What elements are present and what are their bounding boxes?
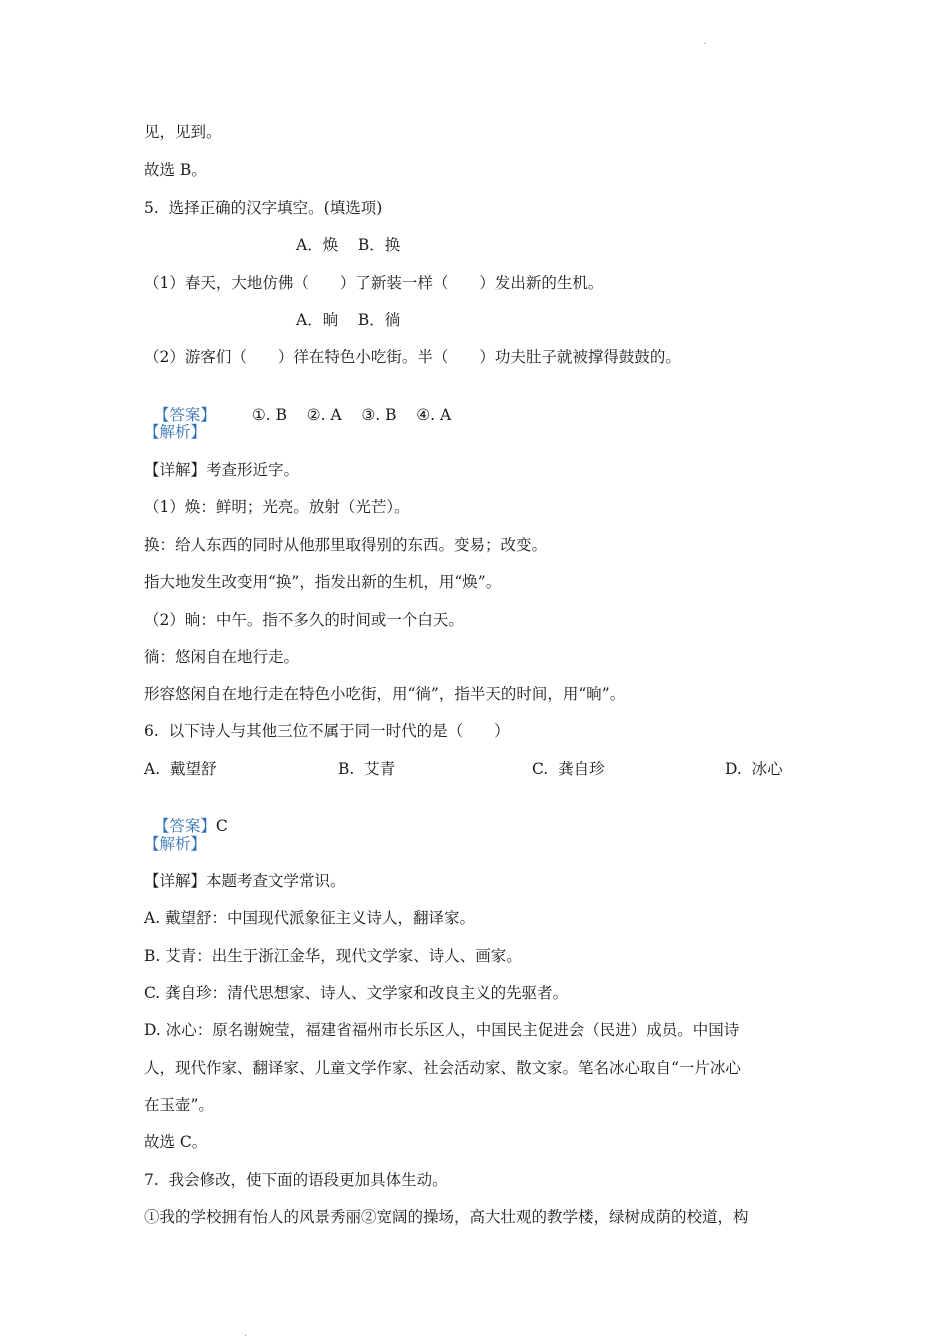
detail-line: 【详解】考查形近字。 xyxy=(144,461,300,479)
top-dot: . xyxy=(703,36,707,47)
choice-c: C. 龚自珍 xyxy=(532,760,605,778)
detail-line: 故选 C。 xyxy=(144,1133,208,1151)
detail-line: D. 冰心：原名谢婉莹，福建省福州市长乐区人，中国民主促进会（民进）成员。中国诗 xyxy=(144,1021,740,1039)
analysis-tag: 【解析】 xyxy=(144,423,207,441)
detail-line: 换：给人东西的同时从他那里取得别的东西。变易；改变。 xyxy=(144,536,548,554)
answer-tag: 【答案】 xyxy=(153,406,216,424)
choice-b: B. 艾青 xyxy=(338,760,396,778)
detail-line: 指大地发生改变用“换”，指发出新的生机，用“焕”。 xyxy=(144,573,502,591)
answer-value: ①. B ②. A ③. B ④. A xyxy=(251,406,452,424)
detail-line: B. 艾青：出生于浙江金华，现代文学家、诗人、画家。 xyxy=(144,947,522,965)
detail-line: 形容悠闲自在地行走在特色小吃街，用“徜”，指半天的时间，用“晌”。 xyxy=(144,685,626,703)
bottom-dot: . xyxy=(244,1328,248,1339)
detail-line: （1）焕：鲜明；光亮。放射（光芒）。 xyxy=(144,498,410,516)
question-5-options-2: A．晌 B．徜 xyxy=(296,311,401,329)
answer-row xyxy=(144,385,451,425)
answer-value: C xyxy=(215,817,228,835)
answer-tag: 【答案】 xyxy=(153,817,216,835)
detail-line: C. 龚自珍：清代思想家、诗人、文学家和改良主义的先驱者。 xyxy=(144,984,569,1002)
detail-line: 徜：悠闲自在地行走。 xyxy=(144,648,300,666)
detail-line: 人，现代作家、翻译家、儿童文学作家、社会活动家、散文家。笔名冰心取自“一片冰心 xyxy=(144,1059,741,1077)
question-5-options-1: A．焕 B．换 xyxy=(296,236,401,254)
text-line: 见，见到。 xyxy=(144,123,222,141)
question-7-sentence: ①我的学校拥有怡人的风景秀丽②宽阔的操场，高大壮观的教学楼，绿树成荫的校道，构 xyxy=(144,1208,749,1226)
answer-row xyxy=(144,796,228,836)
choice-d: D. 冰心 xyxy=(725,760,783,778)
analysis-tag: 【解析】 xyxy=(144,835,207,853)
detail-line: 在玉壶”。 xyxy=(144,1096,214,1114)
question-5-sentence-1: （1）春天，大地仿佛（ ）了新装一样（ ）发出新的生机。 xyxy=(144,274,604,292)
question-7-title: 7. 我会修改，使下面的语段更加具体生动。 xyxy=(144,1171,448,1189)
question-5-title: 5. 选择正确的汉字填空。(填选项) xyxy=(144,199,383,217)
question-6-title: 6. 以下诗人与其他三位不属于同一时代的是（ ） xyxy=(144,722,510,740)
detail-line: （2）晌：中午。指不多久的时间或一个白天。 xyxy=(144,611,464,629)
detail-line: A. 戴望舒：中国现代派象征主义诗人，翻译家。 xyxy=(144,909,476,927)
choice-a: A. 戴望舒 xyxy=(144,760,217,778)
text-line: 故选 B。 xyxy=(144,161,207,179)
question-5-sentence-2: （2）游客们（ ）徉在特色小吃街。半（ ）功夫肚子就被撑得鼓鼓的。 xyxy=(144,348,681,366)
detail-line: 【详解】本题考查文学常识。 xyxy=(144,872,346,890)
